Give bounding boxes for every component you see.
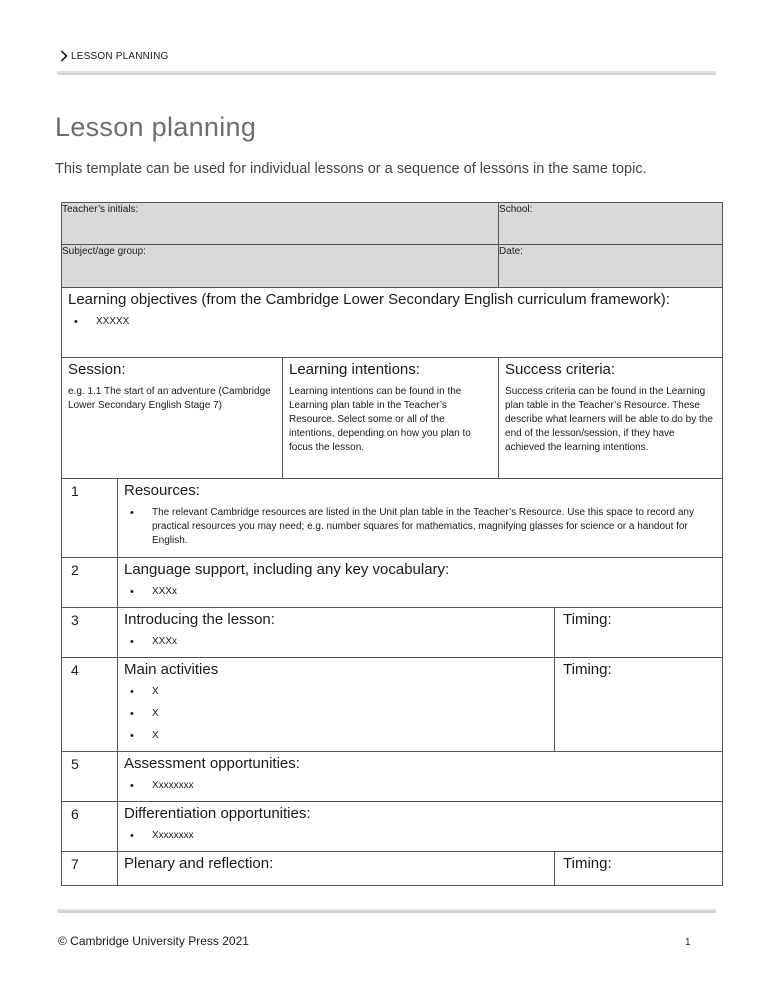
chevron-right-icon (60, 50, 68, 62)
breadcrumb[interactable] (60, 50, 168, 62)
resources-cell[interactable] (118, 479, 723, 558)
table-row (62, 852, 723, 886)
objectives-bullet: • XXXXX (68, 315, 716, 329)
timing-label: Timing: (563, 611, 612, 628)
date-label: Date: (499, 246, 523, 257)
introducing-bullet: • XXXx (124, 635, 548, 649)
page-title: Lesson planning (55, 112, 257, 142)
session-text: e.g. 1.1 The start of an adventure (Cambridge Lower Secondary English Stage 7) (68, 386, 271, 411)
introducing-timing-cell[interactable] (555, 608, 723, 658)
objectives-heading: Learning objectives (from the Cambridge Lower Secondary English curriculum framework): (68, 291, 670, 308)
row-number: 5 (62, 752, 118, 802)
language-support-heading: Language support, including any key vocabulary: (124, 561, 450, 578)
subject-age-label: Subject/age group: (62, 246, 146, 257)
timing-label: Timing: (563, 661, 612, 678)
session-cell[interactable] (62, 358, 283, 479)
row-number: 6 (62, 802, 118, 852)
intentions-cell[interactable] (283, 358, 499, 479)
table-row (62, 558, 723, 608)
differentiation-cell[interactable] (118, 802, 723, 852)
introducing-cell[interactable] (118, 608, 555, 658)
language-support-cell[interactable] (118, 558, 723, 608)
row-number: 3 (62, 608, 118, 658)
table-row (62, 479, 723, 558)
session-heading: Session: (68, 361, 126, 378)
differentiation-heading: Differentiation opportunities: (124, 805, 311, 822)
table-row (62, 658, 723, 752)
introducing-heading: Introducing the lesson: (124, 611, 275, 628)
row-number: 7 (62, 852, 118, 886)
criteria-heading: Success criteria: (505, 361, 616, 378)
main-activities-cell[interactable] (118, 658, 555, 752)
table-row (62, 802, 723, 852)
teacher-initials-label: Teacher’s initials: (62, 204, 139, 215)
language-support-bullet: • XXXx (124, 585, 716, 599)
main-activities-heading: Main activities (124, 661, 219, 678)
school-label: School: (499, 204, 533, 215)
date-field[interactable] (499, 245, 723, 288)
subject-age-field[interactable] (62, 245, 499, 288)
criteria-cell[interactable] (499, 358, 723, 479)
assessment-heading: Assessment opportunities: (124, 755, 300, 772)
main-activities-bullet: • X (124, 685, 548, 699)
assessment-cell[interactable] (118, 752, 723, 802)
resources-heading: Resources: (124, 482, 200, 499)
footer-divider (57, 909, 716, 913)
lesson-plan-table (61, 202, 723, 886)
row-number: 2 (62, 558, 118, 608)
row-number: 4 (62, 658, 118, 752)
copyright-text: © Cambridge University Press 2021 (58, 934, 249, 948)
main-activities-bullet: • X (124, 707, 548, 721)
plenary-cell[interactable] (118, 852, 555, 886)
header-divider (57, 71, 716, 75)
plenary-heading: Plenary and reflection: (124, 855, 274, 872)
differentiation-bullet: • Xxxxxxxx (124, 829, 716, 843)
table-row (62, 608, 723, 658)
breadcrumb-label: LESSON PLANNING (71, 50, 169, 62)
row-number: 1 (62, 479, 118, 558)
school-field[interactable] (499, 203, 723, 245)
main-activities-bullet: • X (124, 729, 548, 743)
table-row (62, 752, 723, 802)
teacher-initials-field[interactable] (62, 203, 499, 245)
criteria-text: Success criteria can be found in the Learning plan table in the Teacher’s Resource. These describe what learners will be able to do by the end of the lesson/session, if they have achieved the learning intentions. (505, 386, 713, 453)
page-number: 1 (685, 937, 691, 948)
objectives-cell[interactable] (62, 288, 723, 358)
intro-text: This template can be used for individual lessons or a sequence of lessons in the same topic. (55, 161, 647, 177)
assessment-bullet: • Xxxxxxxx (124, 779, 716, 793)
intentions-text: Learning intentions can be found in the Learning plan table in the Teacher’s Resource. Select some or all of the intentions, depending on how you plan to focus the lesson. (289, 386, 471, 453)
timing-label: Timing: (563, 855, 612, 872)
intentions-heading: Learning intentions: (289, 361, 420, 378)
resources-bullet: • The relevant Cambridge resources are listed in the Unit plan table in the Teacher’s Resource. Use this space to record any practical resources you may need; e.g. number squares for mathematics, magnifying glasses for science or a handout for English. (124, 506, 716, 548)
main-activities-timing-cell[interactable] (555, 658, 723, 752)
plenary-timing-cell[interactable] (555, 852, 723, 886)
